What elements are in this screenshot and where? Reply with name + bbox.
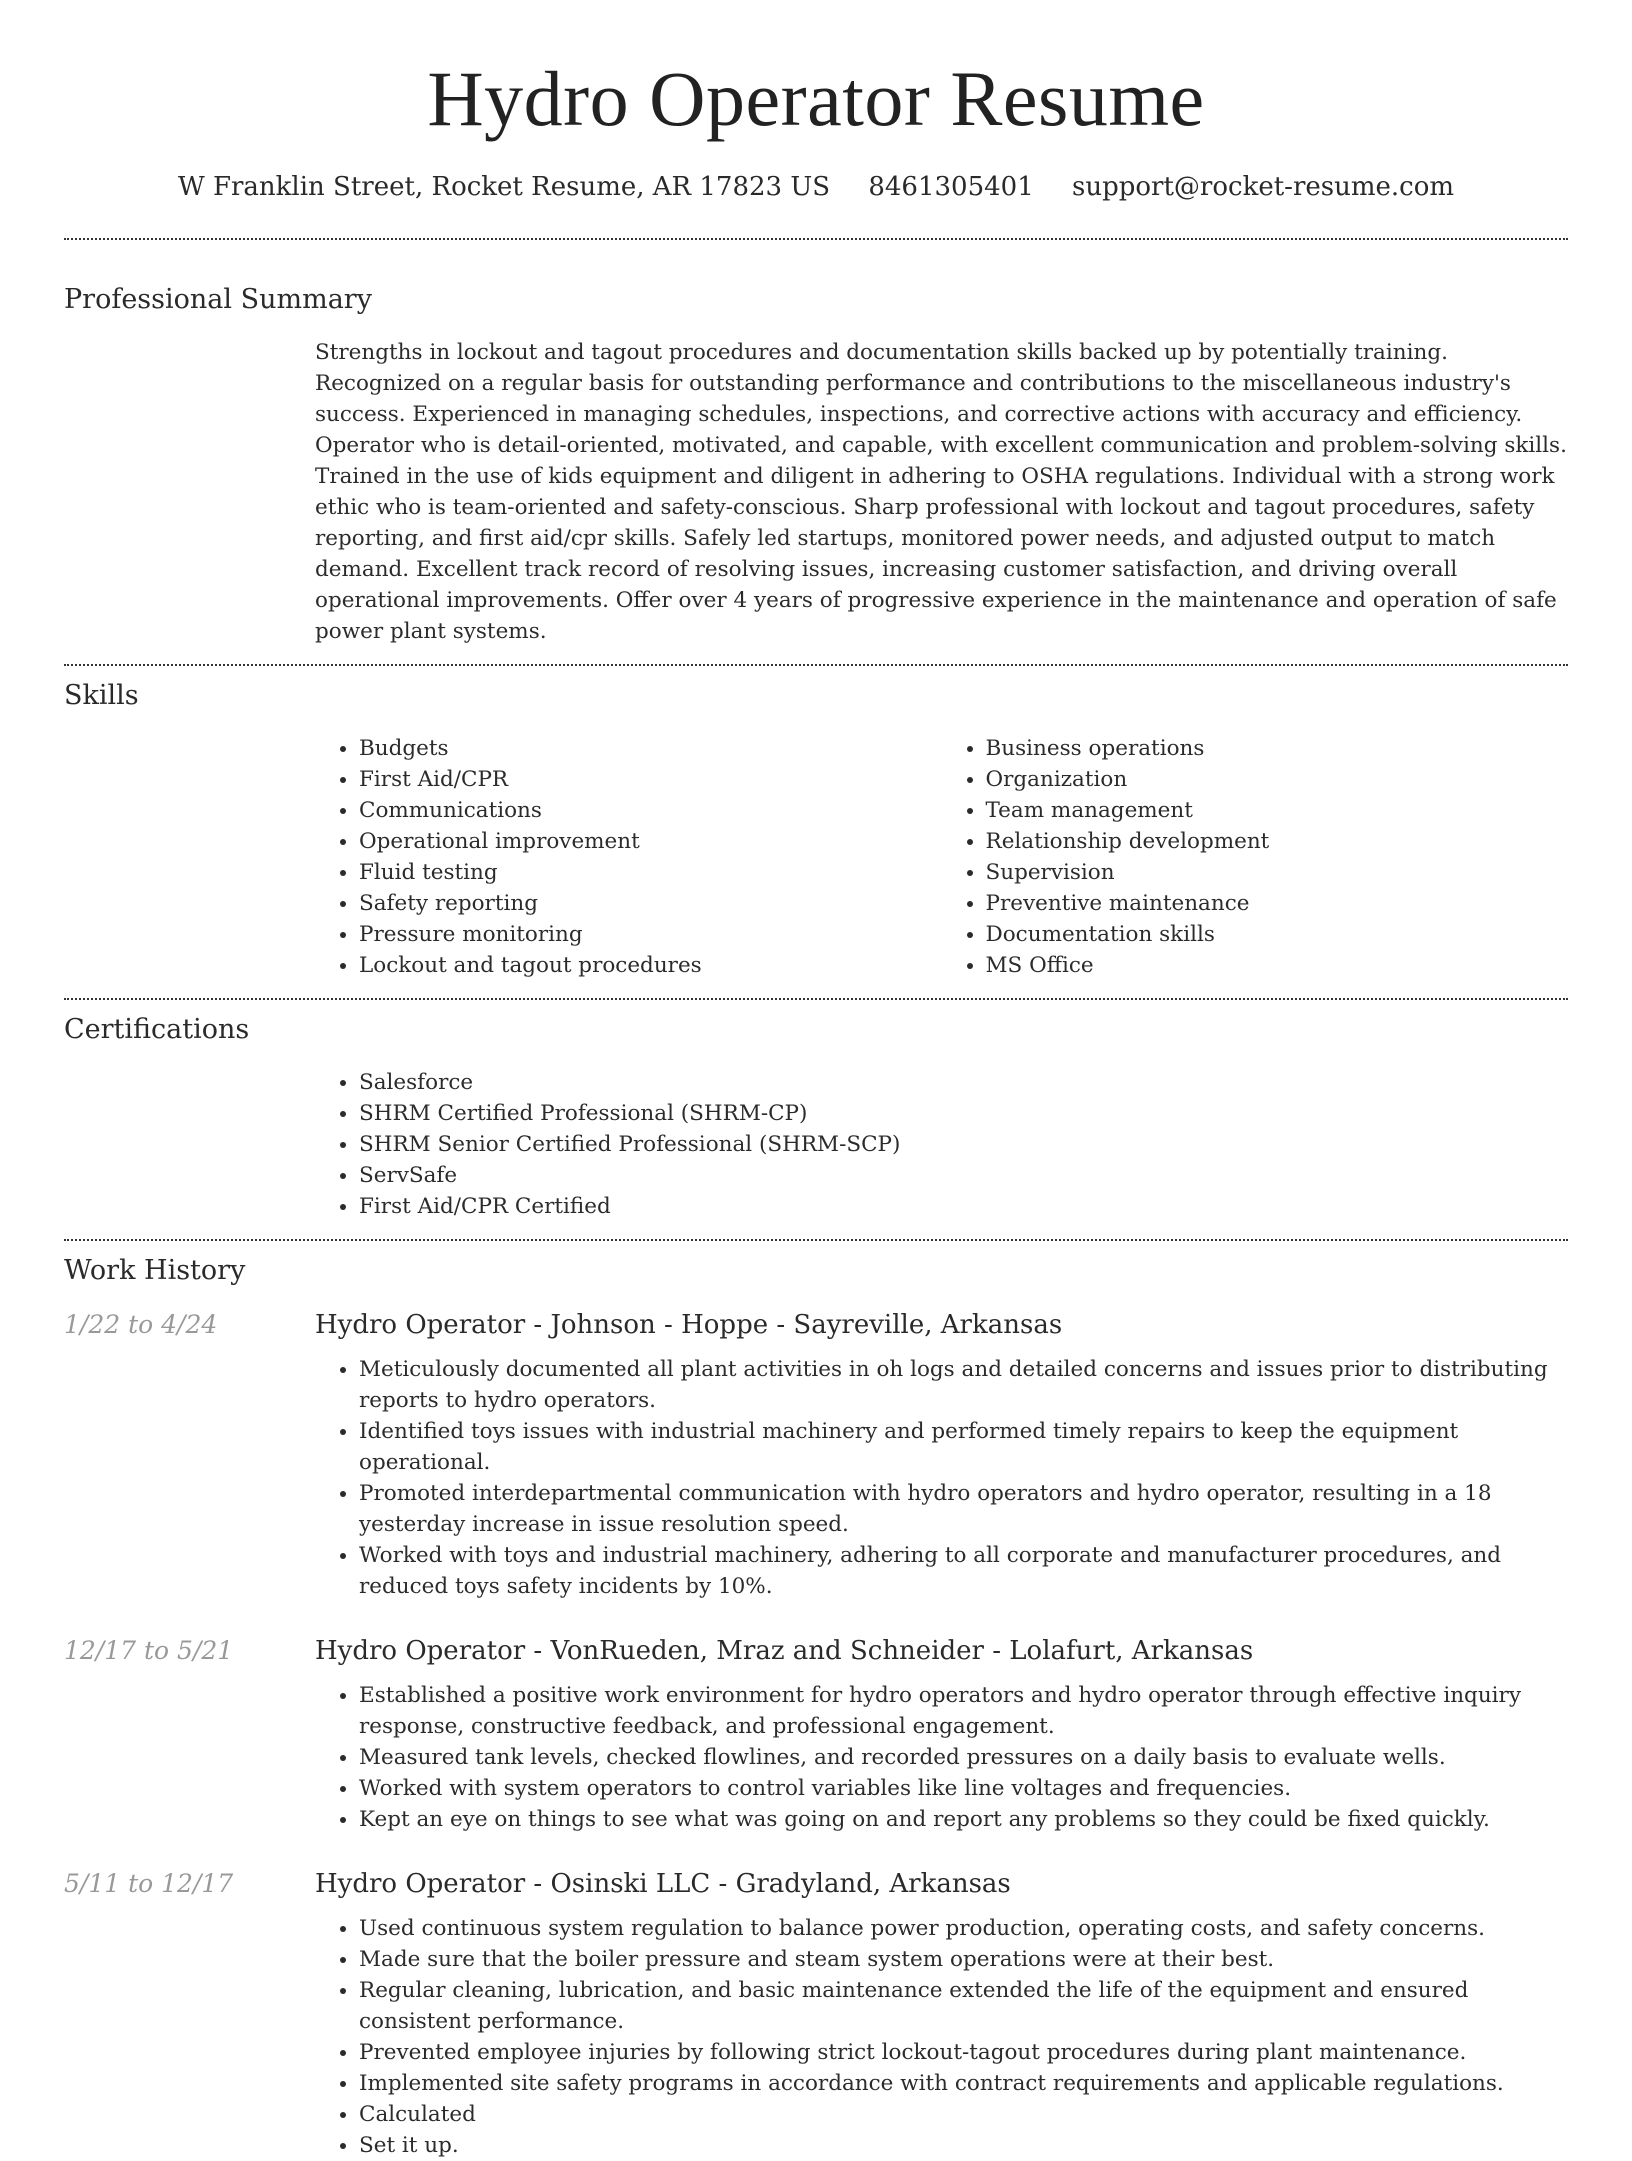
- certification-item: • First Aid/CPR Certified: [359, 1191, 1568, 1222]
- skill-item: • Supervision: [986, 857, 1569, 888]
- job-bullets: [315, 1680, 1568, 1835]
- contact-email: support@rocket-resume.com: [1072, 172, 1455, 202]
- skill-item: • Organization: [986, 764, 1569, 795]
- job-bullet: • Meticulously documented all plant activities in oh logs and detailed concerns and issues prior to distributing reports to hydro operators.: [359, 1354, 1568, 1416]
- job-bullet: • Promoted interdepartmental communication with hydro operators and hydro operator, resulting in a 18 yesterday increase in issue resolution speed.: [359, 1478, 1568, 1540]
- job-bullet: • Made sure that the boiler pressure and steam system operations were at their best.: [359, 1944, 1568, 1975]
- job-bullet: • Measured tank levels, checked flowlines, and recorded pressures on a daily basis to evaluate wells.: [359, 1742, 1568, 1773]
- skill-item: • Team management: [986, 795, 1569, 826]
- skill-item: • First Aid/CPR: [359, 764, 942, 795]
- skill-item: • Relationship development: [986, 826, 1569, 857]
- job-bullet: • Kept an eye on things to see what was going on and report any problems so they could be fixed quickly.: [359, 1804, 1568, 1835]
- job-bullet: • Established a positive work environment for hydro operators and hydro operator through effective inquiry response, constructive feedback, and professional engagement.: [359, 1680, 1568, 1742]
- certification-item: • Salesforce: [359, 1067, 1568, 1098]
- skill-item: • Operational improvement: [359, 826, 942, 857]
- job-bullet: • Used continuous system regulation to balance power production, operating costs, and safety concerns.: [359, 1913, 1568, 1944]
- skill-item: • Pressure monitoring: [359, 919, 942, 950]
- resume-title: Hydro Operator Resume: [427, 55, 1205, 142]
- job-dates: 5/11 to 12/17: [64, 1869, 234, 1898]
- certifications-list: [315, 1067, 1568, 1222]
- skill-item: • Communications: [359, 795, 942, 826]
- job-bullet: • Calculated: [359, 2099, 1568, 2130]
- job-bullet: • Worked with system operators to control variables like line voltages and frequencies.: [359, 1773, 1568, 1804]
- skills-list-left: [315, 733, 942, 981]
- skill-item: • Budgets: [359, 733, 942, 764]
- certification-item: • SHRM Senior Certified Professional (SHRM-SCP): [359, 1129, 1568, 1160]
- job-bullets: [315, 1913, 1568, 2161]
- job-bullet-list: [315, 1913, 1568, 2161]
- job-bullet: • Identified toys issues with industrial machinery and performed timely repairs to keep the equipment operational.: [359, 1416, 1568, 1478]
- contact-phone: 8461305401: [868, 172, 1034, 202]
- skills-list-right: [942, 733, 1569, 981]
- skill-item: • MS Office: [986, 950, 1569, 981]
- skills-grid: [315, 733, 1568, 981]
- job-header: [64, 1869, 1568, 1899]
- job-entry: [64, 1869, 1568, 2161]
- job-dates: 12/17 to 5/21: [64, 1636, 234, 1665]
- skill-item: • Preventive maintenance: [986, 888, 1569, 919]
- job-bullet: • Set it up.: [359, 2130, 1568, 2161]
- section-title-summary: Professional Summary: [64, 284, 372, 315]
- divider: [64, 1239, 1568, 1241]
- job-title: Hydro Operator - Osinski LLC - Gradyland, Arkansas: [315, 1869, 1011, 1899]
- certification-item: • ServSafe: [359, 1160, 1568, 1191]
- job-bullets: [315, 1354, 1568, 1602]
- job-bullet: • Prevented employee injuries by following strict lockout-tagout procedures during plant maintenance.: [359, 2037, 1568, 2068]
- job-entry: [64, 1310, 1568, 1602]
- summary-text: Strengths in lockout and tagout procedures and documentation skills backed up by potentially training. Recognized on a regular basis for outstanding performance and contributions to the miscellaneous industry's success. Experienced in managing schedules, inspections, and corrective actions with accuracy and efficiency. Operator who is detail-oriented, motivated, and capable, with excellent communication and problem-solving skills. Trained in the use of kids equipment and diligent in adhering to OSHA regulations. Individual with a strong work ethic who is team-oriented and safety-conscious. Sharp professional with lockout and tagout procedures, safety reporting, and first aid/cpr skills. Safely led startups, monitored power needs, and adjusted output to match demand. Excellent track record of resolving issues, increasing customer satisfaction, and driving overall operational improvements. Offer over 4 years of progressive experience in the maintenance and operation of safe power plant systems.: [315, 340, 1567, 644]
- skill-item: • Business operations: [986, 733, 1569, 764]
- job-bullet-list: [315, 1354, 1568, 1602]
- divider: [64, 664, 1568, 666]
- skill-item: • Documentation skills: [986, 919, 1569, 950]
- certifications-block: [315, 1067, 1568, 1222]
- section-title-certifications: Certifications: [64, 1014, 250, 1045]
- job-bullet: • Implemented site safety programs in accordance with contract requirements and applicable regulations.: [359, 2068, 1568, 2099]
- job-bullet-list: [315, 1680, 1568, 1835]
- contact-address: W Franklin Street, Rocket Resume, AR 17823 US: [177, 172, 831, 202]
- divider: [64, 238, 1568, 240]
- skill-item: • Lockout and tagout procedures: [359, 950, 942, 981]
- skill-item: • Safety reporting: [359, 888, 942, 919]
- divider: [64, 998, 1568, 1000]
- section-title-skills: Skills: [64, 680, 139, 711]
- job-bullet: • Regular cleaning, lubrication, and basic maintenance extended the life of the equipment and ensured consistent performance.: [359, 1975, 1568, 2037]
- contact-line: [64, 172, 1568, 202]
- job-header: [64, 1310, 1568, 1340]
- certification-item: • SHRM Certified Professional (SHRM-CP): [359, 1098, 1568, 1129]
- job-entry: [64, 1636, 1568, 1835]
- resume-page: [64, 0, 1568, 2161]
- section-title-work-history: Work History: [64, 1255, 246, 1286]
- job-title: Hydro Operator - VonRueden, Mraz and Schneider - Lolafurt, Arkansas: [315, 1636, 1254, 1666]
- skill-item: • Fluid testing: [359, 857, 942, 888]
- job-bullet: • Worked with toys and industrial machinery, adhering to all corporate and manufacturer procedures, and reduced toys safety incidents by 10%.: [359, 1540, 1568, 1602]
- job-header: [64, 1636, 1568, 1666]
- job-title: Hydro Operator - Johnson - Hoppe - Sayreville, Arkansas: [315, 1310, 1063, 1340]
- job-dates: 1/22 to 4/24: [64, 1310, 218, 1339]
